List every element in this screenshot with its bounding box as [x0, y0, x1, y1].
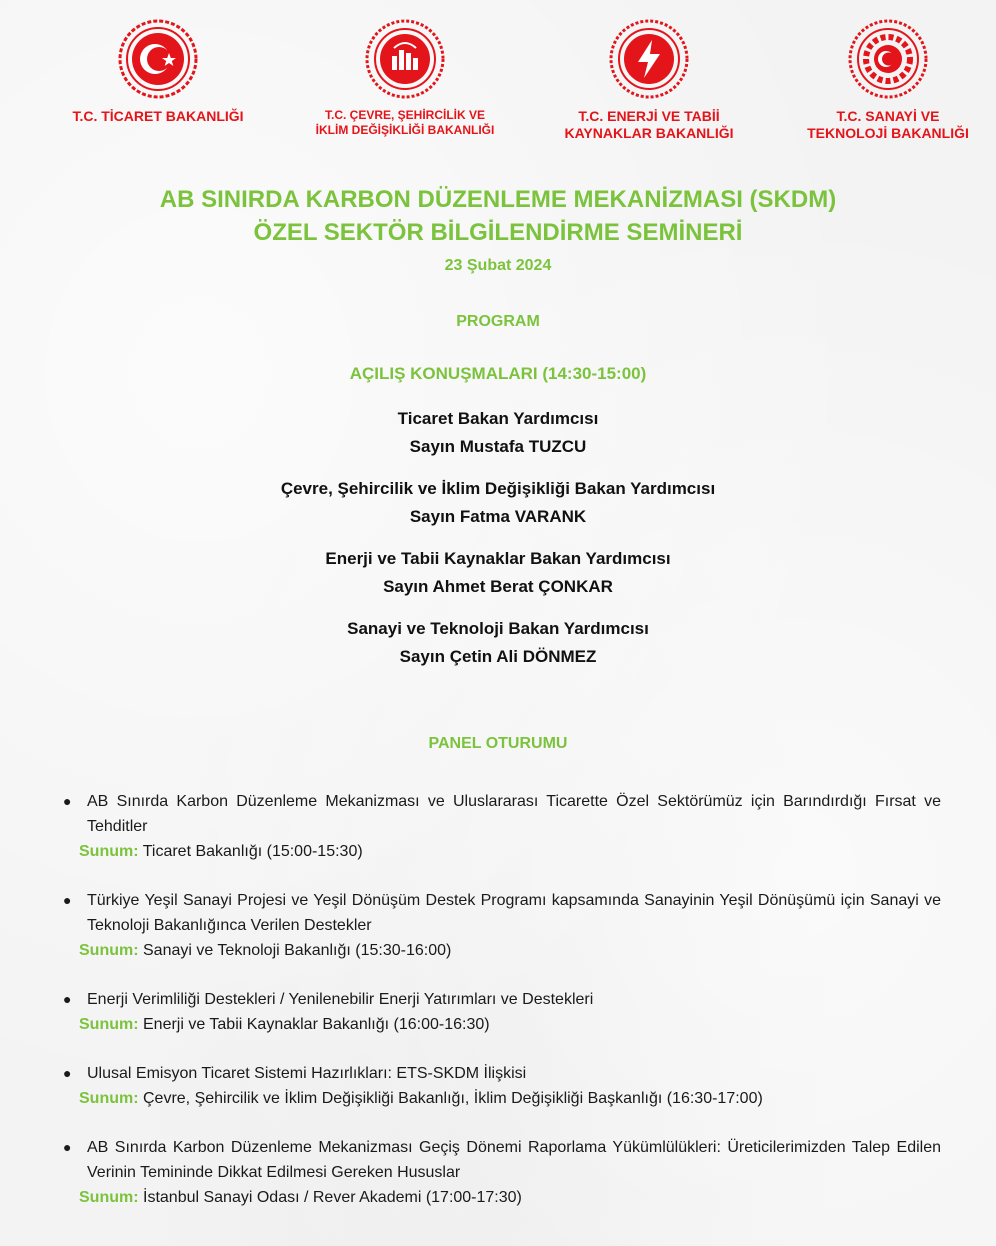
session-presenter	[63, 1086, 941, 1111]
sunum-label: Sunum:	[79, 1090, 139, 1107]
speaker	[0, 545, 996, 601]
sunum-label: Sunum:	[79, 942, 139, 959]
ministry-logos	[0, 18, 996, 158]
sunum-label: Sunum:	[79, 1016, 139, 1033]
list-item	[63, 789, 941, 864]
event-title	[0, 183, 996, 249]
speaker	[0, 475, 996, 531]
speaker-role: Enerji ve Tabii Kaynaklar Bakan Yardımcısı	[325, 549, 671, 568]
speaker-name: Sayın Çetin Ali DÖNMEZ	[399, 647, 597, 666]
enerji-emblem-icon	[608, 18, 690, 100]
presenter-text: Çevre, Şehircilik ve İklim Değişikliği Bakanlığı, İklim Değişikliği Başkanlığı (16:30-17:00)	[143, 1090, 763, 1107]
bullet-icon: ●	[63, 1065, 72, 1081]
presenter-text: İstanbul Sanayi Odası / Rever Akademi (17:00-17:30)	[143, 1189, 522, 1206]
opening-heading: AÇILIŞ KONUŞMALARI (14:30-15:00)	[349, 364, 647, 383]
presenter-text: Sanayi ve Teknoloji Bakanlığı (15:30-16:00)	[143, 942, 452, 959]
logo-cevre-label: T.C. ÇEVRE, ŞEHİRCİLİK VE İKLİM DEĞİŞİKLİĞİ BAKANLIĞI	[315, 108, 495, 137]
session-presenter	[63, 1185, 941, 1210]
presenter-text: Enerji ve Tabii Kaynaklar Bakanlığı (16:00-16:30)	[143, 1016, 490, 1033]
session-presenter	[63, 839, 941, 864]
speaker-role: Sanayi ve Teknoloji Bakan Yardımcısı	[347, 619, 649, 638]
sunum-label: Sunum:	[79, 843, 139, 860]
session-topic: Ulusal Emisyon Ticaret Sistemi Hazırlıkları: ETS-SKDM İlişkisi	[87, 1065, 527, 1082]
event-date: 23 Şubat 2024	[444, 257, 552, 274]
session-topic: AB Sınırda Karbon Düzenleme Mekanizması ve Uluslararası Ticarette Özel Sektörümüz için Barındırdığı Fırsat ve Tehditler	[87, 793, 941, 835]
speaker-name: Sayın Fatma VARANK	[409, 507, 587, 526]
speaker-role: Çevre, Şehircilik ve İklim Değişikliği Bakan Yardımcısı	[280, 479, 716, 498]
bullet-icon: ●	[63, 991, 72, 1007]
speaker-list	[0, 405, 996, 685]
list-item	[63, 987, 941, 1037]
session-presenter	[63, 1012, 941, 1037]
bullet-icon: ●	[63, 793, 72, 809]
presenter-text: Ticaret Bakanlığı (15:00-15:30)	[142, 843, 363, 860]
sunum-label: Sunum:	[79, 1189, 139, 1206]
session-topic: AB Sınırda Karbon Düzenleme Mekanizması Geçiş Dönemi Raporlama Yükümlülükleri: Üreticilerimizden Talep Edilen Verinin Temininde Dikkat Edilmesi Gereken Hususlar	[87, 1139, 941, 1181]
program-heading: PROGRAM	[456, 313, 540, 330]
logo-ticaret-label: T.C. TİCARET BAKANLIĞI	[72, 108, 244, 124]
list-item	[63, 888, 941, 963]
panel-session-list	[63, 789, 941, 1234]
logo-sanayi-label: T.C. SANAYİ VE TEKNOLOJİ BAKANLIĞI	[807, 108, 969, 141]
speaker-role: Ticaret Bakan Yardımcısı	[397, 409, 599, 428]
speaker	[0, 615, 996, 671]
bullet-icon: ●	[63, 892, 72, 908]
event-title-line1: AB SINIRDA KARBON DÜZENLEME MEKANİZMASI (SKDM)	[159, 186, 837, 213]
cevre-emblem-icon	[364, 18, 446, 100]
logo-ticaret	[55, 18, 261, 125]
logo-enerji	[546, 18, 752, 142]
logo-cevre	[300, 18, 510, 138]
logo-enerji-label: T.C. ENERJİ VE TABİİ KAYNAKLAR BAKANLIĞI	[564, 108, 734, 141]
list-item	[63, 1061, 941, 1111]
ticaret-emblem-icon	[117, 18, 199, 100]
event-title-line2: ÖZEL SEKTÖR BİLGİLENDİRME SEMİNERİ	[253, 219, 743, 246]
session-topic: Türkiye Yeşil Sanayi Projesi ve Yeşil Dönüşüm Destek Programı kapsamında Sanayinin Yeşil Dönüşümü için Sanayi ve Teknoloji Bakanlığınca Verilen Destekler	[87, 892, 941, 934]
speaker	[0, 405, 996, 461]
bullet-icon: ●	[63, 1139, 72, 1155]
speaker-name: Sayın Mustafa TUZCU	[409, 437, 587, 456]
sanayi-emblem-icon	[847, 18, 929, 100]
session-presenter	[63, 938, 941, 963]
session-topic: Enerji Verimliliği Destekleri / Yenilenebilir Enerji Yatırımları ve Destekleri	[87, 991, 594, 1008]
list-item	[63, 1135, 941, 1210]
speaker-name: Sayın Ahmet Berat ÇONKAR	[383, 577, 613, 596]
logo-sanayi	[790, 18, 986, 142]
panel-heading: PANEL OTURUMU	[428, 735, 568, 752]
